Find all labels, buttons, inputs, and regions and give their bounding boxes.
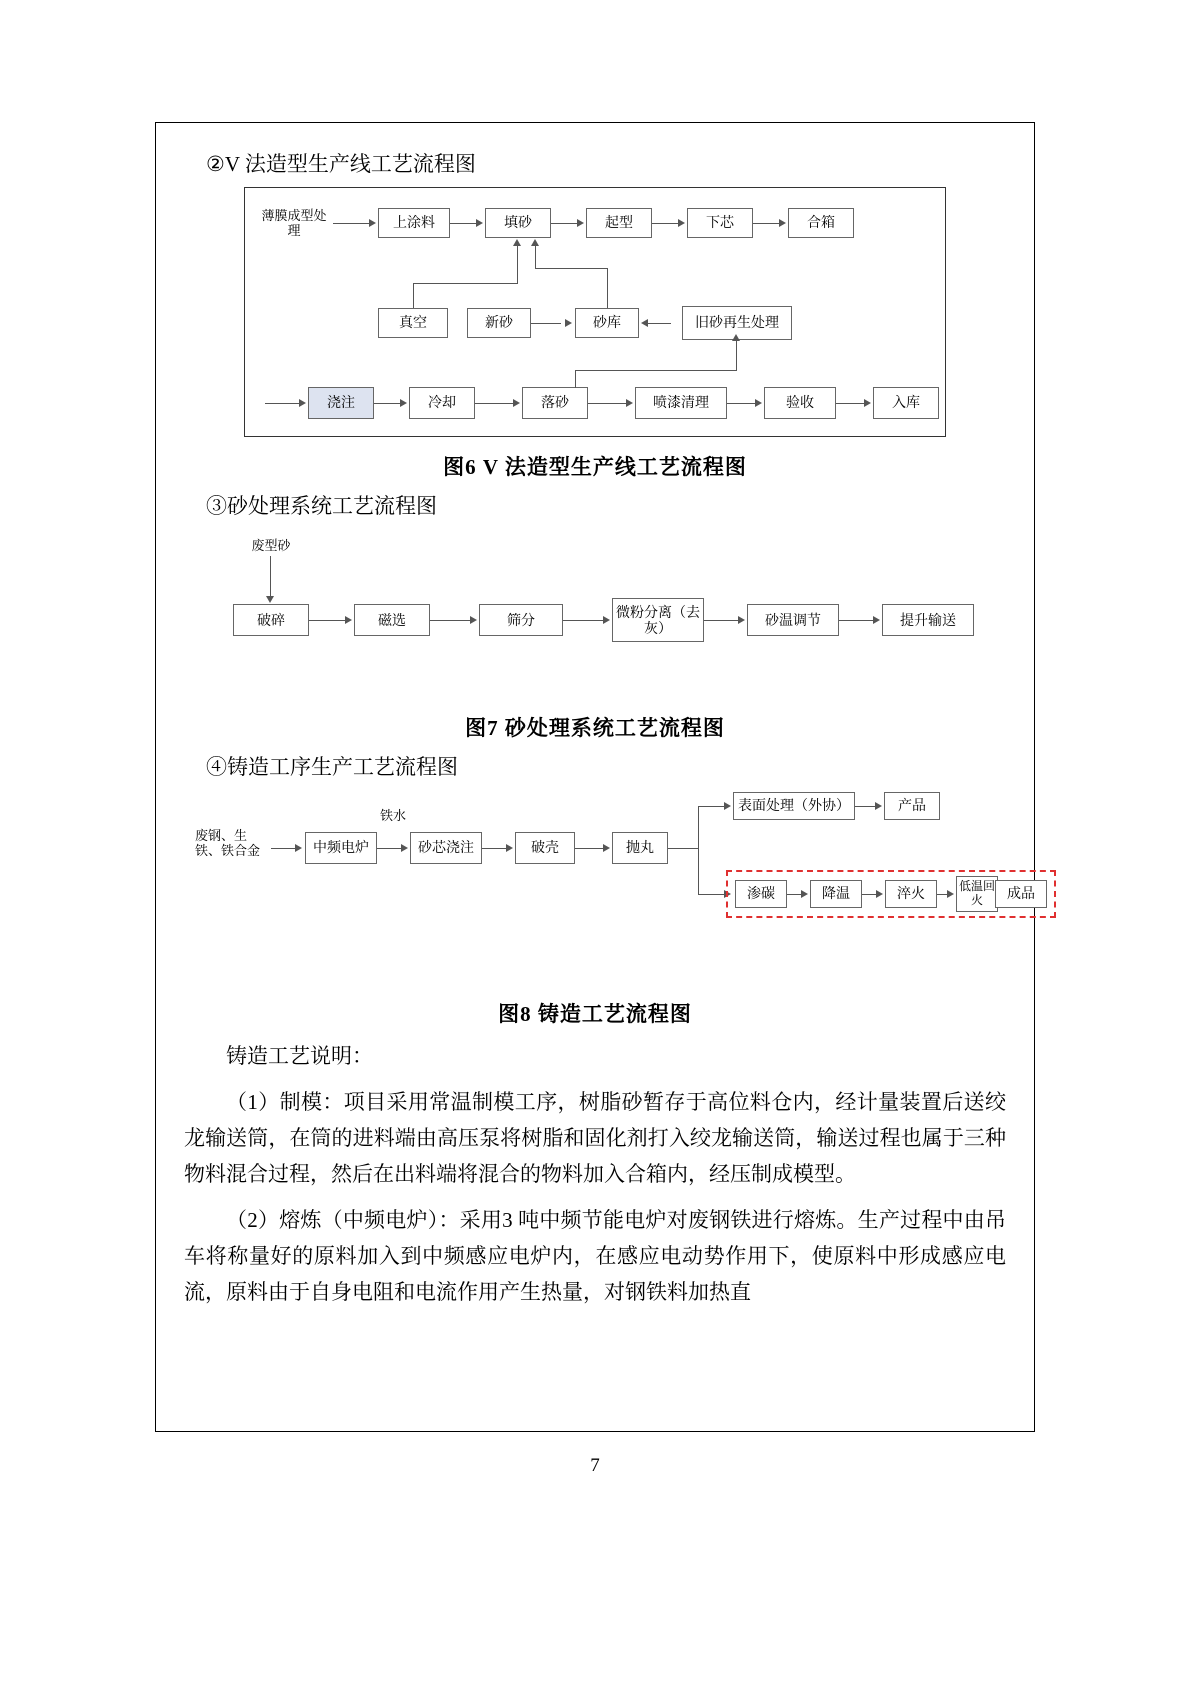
fig6-line [450,223,478,224]
fig6-arrow [678,219,685,227]
fig8-arrow [876,890,883,898]
fig6-node-n3: 填砂 [485,208,551,238]
fig7-node-s4 [612,598,704,642]
figure-7-diagram [215,528,975,658]
fig6-node-n13: 落砂 [522,387,588,419]
fig6-arrow [864,399,871,407]
fig6-node-n15: 验收 [764,387,836,419]
fig8-line [855,806,877,807]
fig6-arrow [755,399,762,407]
fig6-line [265,403,301,404]
fig6-node-n8: 新砂 [467,308,531,338]
fig6-line [333,223,371,224]
fig8-arrow [801,890,808,898]
fig8-node-c8: 降温 [810,880,862,908]
fig8-line [698,806,726,807]
fig8-node-c3: 破壳 [515,832,575,864]
fig7-line [839,620,875,621]
fig8-arrow [875,802,882,810]
fig6-arrow [400,399,407,407]
fig7-line [430,620,472,621]
fig6-arrow [626,399,633,407]
fig8-line [482,848,508,849]
fig8-line [575,848,605,849]
fig6-arrow [565,319,572,327]
fig6-line [413,283,518,284]
fig6-node-n5: 下芯 [687,208,753,238]
fig6-line [475,403,515,404]
fig6-line [575,370,737,371]
fig8-arrow [295,844,302,852]
fig6-node-n9: 砂库 [575,308,639,338]
fig6-arrow [531,239,539,246]
fig8-line [377,848,403,849]
fig7-node-s4-label: 微粉分离（去灰） [616,603,700,636]
fig6-node-n6: 合箱 [788,208,854,238]
fig7-arrow [266,596,274,603]
fig8-node-c10: 低温回火 [956,876,998,912]
fig6-line [588,403,628,404]
fig6-line [575,370,576,388]
fig6-arrow [779,219,786,227]
fig6-line [535,246,536,269]
fig8-line [668,848,698,849]
fig6-line [607,268,608,308]
fig7-node-s5: 砂温调节 [747,604,839,636]
fig8-node-c4: 抛丸 [612,832,668,864]
fig8-line [698,806,699,894]
fig7-arrow [470,616,477,624]
fig7-line [704,620,740,621]
fig6-line [836,403,866,404]
fig7-line [270,556,271,598]
fig8-mid-label: 铁水 [379,807,406,823]
fig6-line [413,283,414,308]
figure-6-caption: 图6 V 法造型生产线工艺流程图 [443,454,747,479]
page-number: 7 [590,1455,600,1476]
fig6-node-n16: 入库 [873,387,939,419]
fig8-node-c2: 砂芯浇注 [410,832,482,864]
fig8-arrow [603,844,610,852]
fig6-node-n14: 喷漆清理 [635,387,727,419]
fig7-node-s6: 提升输送 [882,604,974,636]
fig6-line [645,323,671,324]
fig7-arrow [873,616,880,624]
fig6-line [517,246,518,284]
fig8-node-c11: 成品 [995,880,1047,908]
fig6-line [727,403,757,404]
fig8-line [698,894,726,895]
fig8-node-c1: 中频电炉 [305,832,377,864]
fig6-node-n1-label: 薄膜成型处理 [261,207,327,239]
fig8-arrow [401,844,408,852]
paragraph-1: （1）制模：项目采用常温制模工序，树脂砂暂存于高位料仓内，经计量装置后送绞龙输送筒，在筒的进料端由高压泵将树脂和固化剂打入绞龙输送筒，输送过程也属于三种物料混合过程，然后在出料端将混合的物料加入合箱内，经压制成模型。 [184,1089,1006,1186]
paragraph-2: （2）熔炼（中频电炉）：采用3 吨中频节能电炉对废钢铁进行熔炼。生产过程中由吊车将称量好的原料加入到中频感应电炉内，在感应电动势作用下，使原料中形成感应电流，原料由于自身电阻和电流作用产生热量，对钢铁料加热直 [184,1207,1006,1305]
fig8-arrow [506,844,513,852]
section-heading-4: ④铸造工序生产工艺流程图 [206,755,458,779]
fig8-input-label: 废钢、生铁、铁合金 [195,827,261,859]
fig6-arrow [513,399,520,407]
fig8-arrow [947,890,954,898]
fig6-line [535,268,608,269]
fig6-line [374,403,402,404]
fig6-arrow [476,219,483,227]
fig7-node-s2: 磁选 [354,604,430,636]
figure-6-diagram [244,187,946,437]
fig6-arrow [369,219,376,227]
fig7-arrow [603,616,610,624]
fig8-arrow [724,802,731,810]
fig7-line [309,620,347,621]
fig8-line [271,848,297,849]
figure-7-caption: 图7 砂处理系统工艺流程图 [465,716,725,740]
section-heading-2: ②V 法造型生产线工艺流程图 [206,152,476,176]
fig6-arrow [732,334,740,341]
process-note-title: 铸造工艺说明： [226,1043,373,1068]
fig8-node-c5: 表面处理（外协） [733,792,855,820]
fig6-arrow [513,239,521,246]
fig7-node-s1: 破碎 [233,604,309,636]
fig6-arrow [299,399,306,407]
fig6-arrow [577,219,584,227]
fig6-line [736,340,737,371]
fig6-node-n12: 冷却 [409,387,475,419]
fig7-line [563,620,605,621]
fig6-node-n7: 真空 [378,308,448,338]
fig6-line [531,323,561,324]
section-heading-3: ③砂处理系统工艺流程图 [206,493,437,518]
fig6-node-n4: 起型 [586,208,652,238]
fig7-input-label: 废型砂 [251,538,291,553]
fig6-node-n10: 旧砂再生处理 [682,306,792,340]
document-page [155,122,1035,1432]
fig8-node-c6: 产品 [884,792,940,820]
fig6-arrow [641,319,648,327]
figure-8-caption: 图8 铸造工艺流程图 [498,1001,692,1026]
fig7-arrow [345,616,352,624]
fig8-node-c7: 渗碳 [735,880,787,908]
fig6-node-n2: 上涂料 [378,208,450,238]
fig8-node-c9: 淬火 [885,880,937,908]
fig6-line [652,223,680,224]
fig7-node-s3: 筛分 [479,604,563,636]
fig7-arrow [738,616,745,624]
figure-8-diagram [195,792,1035,952]
fig6-line [753,223,781,224]
fig6-node-n11: 浇注 [308,387,374,419]
fig6-line [551,223,579,224]
